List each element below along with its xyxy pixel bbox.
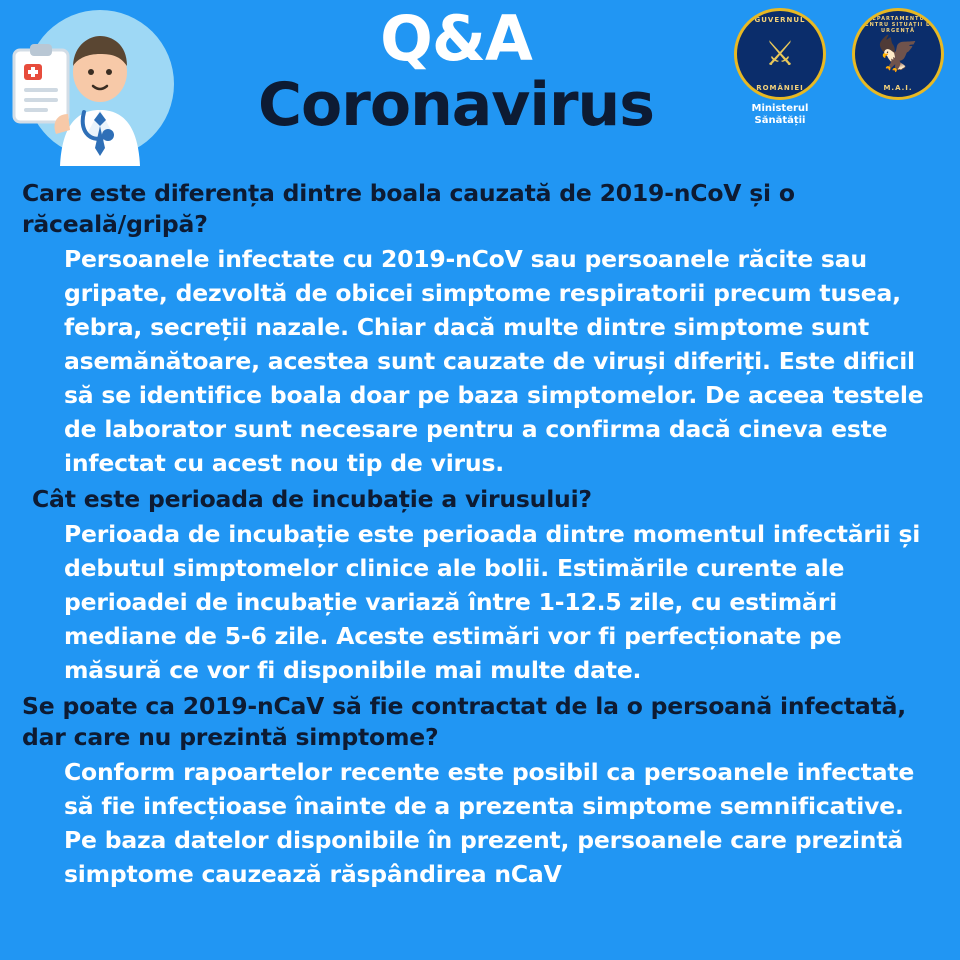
logo-departamentul-situatii-urgenta bbox=[846, 8, 950, 103]
poster-title bbox=[196, 2, 716, 140]
qa-item-1 bbox=[22, 178, 942, 480]
logo-group bbox=[728, 8, 950, 127]
title-coronavirus: Coronavirus bbox=[258, 70, 654, 140]
seal-bottom-text: ROMÂNIEI bbox=[756, 84, 804, 92]
poster-header bbox=[0, 0, 960, 168]
question-1: Care este diferența dintre boala cauzată de 2019-nCoV și o răceală/gripă? bbox=[22, 179, 795, 238]
government-seal-icon bbox=[734, 8, 826, 100]
question-3: Se poate ca 2019-nCaV să fie contractat de la o persoană infectată, dar care nu prezintă simptome? bbox=[22, 692, 906, 751]
question-2: Cât este perioada de incubație a virusului? bbox=[32, 485, 592, 513]
qa-content bbox=[0, 168, 960, 891]
answer-1: Persoanele infectate cu 2019-nCoV sau persoanele răcite sau gripate, dezvoltă de obicei simptome respiratorii precum tusea, febra, secreții nazale. Chiar dacă multe dintre simptome sunt asemănătoare, acestea sunt cauzate de viruși diferiți. Este dificil să se identifice boala doar pe baza simptomelor. De aceea testele de laborator sunt necesare pentru a confirma dacă cineva este infectat cu acest nou tip de virus. bbox=[64, 245, 924, 477]
qa-item-2 bbox=[22, 484, 942, 687]
title-qa: Q&A bbox=[380, 2, 532, 75]
seal-top-text-2: DEPARTAMENTUL PENTRU SITUAȚII DE URGENȚĂ bbox=[860, 16, 936, 34]
seal-bottom-text-2: M.A.I. bbox=[883, 84, 913, 92]
logo-guvernul-romaniei bbox=[728, 8, 832, 127]
seal-top-text: GUVERNUL bbox=[754, 16, 806, 24]
emergency-department-seal-icon bbox=[852, 8, 944, 100]
seal-crest-icon: ⚔ bbox=[764, 34, 796, 74]
answer-2: Perioada de incubație este perioada dintre momentul infectării și debutul simptomelor clinice ale bolii. Estimările curente ale perioadei de incubație variază între 1-12.5 zile, cu estimări mediane de 5-6 zile. Aceste estimări vor fi perfecționate pe măsură ce vor fi disponibile mai multe date. bbox=[64, 520, 921, 684]
logo-caption-ministerul-sanatatii: Ministerul Sănătății bbox=[751, 103, 809, 126]
qa-item-3 bbox=[22, 691, 942, 891]
answer-3: Conform rapoartelor recente este posibil ca persoanele infectate să fie infecțioase înainte de a prezenta simptome semnificative. Pe baza datelor disponibile în prezent, persoanele care prezintă simptome cauzează răspândirea nCaV bbox=[64, 758, 915, 888]
doctor-with-clipboard-illustration bbox=[8, 6, 180, 166]
seal-eagle-icon: 🦅 bbox=[876, 34, 920, 74]
